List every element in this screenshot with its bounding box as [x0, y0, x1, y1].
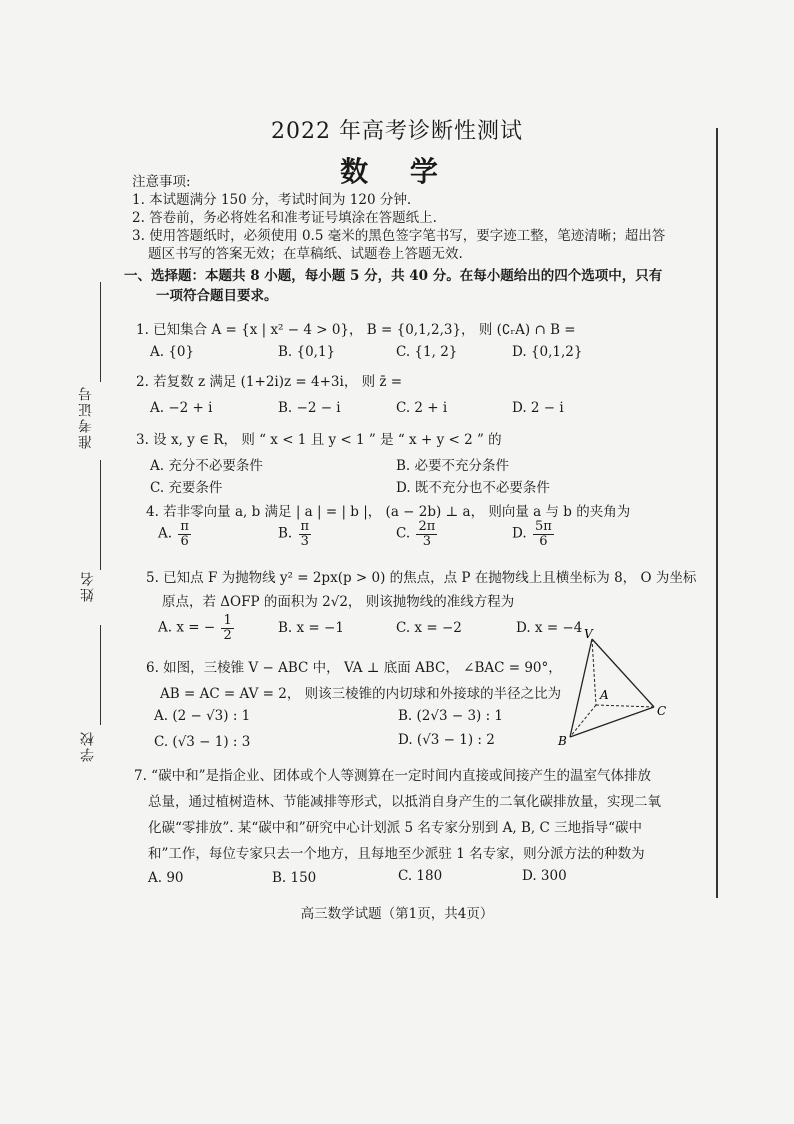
- fraction: [299, 520, 312, 548]
- q4-option-d: [512, 520, 556, 548]
- denominator: 6: [180, 533, 189, 549]
- q5-option-c: C. x = −2: [396, 620, 462, 636]
- question-3-stem: 3. 设 x, y ∈ R， 则 “ x < 1 且 y < 1 ” 是 “ x + y < 2 ” 的: [136, 432, 502, 448]
- q2-option-b: B. −2 − i: [278, 400, 341, 416]
- fraction: [221, 614, 233, 642]
- section-heading: 一、选择题：本题共 8 小题，每小题 5 分，共 40 分。在每小题给出的四个选项中，只有: [124, 268, 663, 284]
- q2-option-c: C. 2 + i: [396, 400, 448, 416]
- q1-option-c: C. {1, 2}: [396, 344, 458, 360]
- q2-option-d: D. 2 − i: [512, 400, 564, 416]
- q4-option-b: [278, 520, 313, 548]
- question-5-stem: 5. 已知点 F 为抛物线 y² = 2px(p > 0) 的焦点，点 P 在抛物线上且横坐标为 8， O 为坐标: [146, 570, 697, 586]
- edge-ac: [596, 705, 654, 707]
- fraction: [416, 520, 437, 548]
- q5-option-a: [158, 614, 236, 642]
- q6-option-c: C. (√3 − 1) : 3: [154, 734, 251, 750]
- numerator: 5π: [534, 519, 552, 534]
- fraction: [178, 520, 191, 548]
- q1-option-a: A. {0}: [150, 344, 195, 360]
- q1-option-d: D. {0,1,2}: [512, 344, 583, 360]
- q5-option-b: B. x = −1: [278, 620, 344, 636]
- subject-title: 数 学: [340, 155, 454, 188]
- question-6-stem-cont: AB = AC = AV = 2， 则该三棱锥的内切球和外接球的半径之比为: [160, 686, 562, 702]
- denominator: 2: [223, 627, 232, 643]
- question-5-stem-cont: 原点，若 ΔOFP 的面积为 2√2， 则该抛物线的准线方程为: [162, 594, 515, 610]
- section-heading-cont: 一项符合题目要求。: [156, 288, 278, 304]
- denominator: 3: [422, 533, 431, 549]
- denominator: 3: [300, 533, 309, 549]
- note-item: 题区书写的答案无效；在草稿纸、试题卷上答题无效.: [148, 246, 463, 262]
- q3-option-c: C. 充要条件: [150, 480, 223, 496]
- q6-option-b: B. (2√3 − 3) : 1: [398, 708, 504, 724]
- question-4-stem: 4. 若非零向量 a, b 满足 | a | = | b |， (a − 2b) ⊥ a， 则向量 a 与 b 的夹角为: [146, 504, 631, 520]
- q7-option-a: A. 90: [148, 870, 184, 886]
- option-label: A. x = −: [158, 619, 216, 636]
- denominator: 6: [539, 533, 548, 549]
- numerator: 2π: [418, 519, 436, 534]
- notes-heading: 注意事项:: [132, 174, 191, 190]
- edge-vb: [570, 639, 592, 737]
- q7-option-d: D. 300: [522, 868, 567, 884]
- note-item: 3. 使用答题纸时，必须使用 0.5 毫米的黑色签字笔书写，要字迹工整，笔迹清晰；超出答: [132, 228, 666, 244]
- vertex-label-c: C: [657, 704, 667, 718]
- note-item: 2. 答卷前，务必将姓名和准考证号填涂在答题纸上.: [132, 210, 437, 226]
- page-footer: 高三数学试题（第1页，共4页）: [300, 906, 494, 922]
- question-6-stem: 6. 如图，三棱锥 V − ABC 中， VA ⊥ 底面 ABC， ∠BAC = 90°，: [146, 660, 562, 676]
- fraction: [533, 520, 554, 548]
- q3-option-a: A. 充分不必要条件: [150, 458, 263, 474]
- numerator: π: [300, 519, 310, 534]
- option-label: C.: [396, 525, 411, 542]
- option-label: B.: [278, 525, 293, 542]
- q7-option-b: B. 150: [272, 870, 317, 886]
- vertex-label-v: V: [584, 627, 593, 641]
- q5-option-d: D. x = −4: [516, 620, 583, 636]
- q6-option-a: A. (2 − √3) : 1: [154, 708, 251, 724]
- page-border-line: [716, 128, 718, 898]
- exam-title: 2022 年高考诊断性测试: [271, 119, 523, 144]
- q4-option-c: [396, 520, 439, 548]
- question-7-stem-cont: 总量，通过植树造林、节能减排等形式，以抵消自身产生的二氧化碳排放量，实现二氧: [148, 794, 661, 810]
- numerator: π: [180, 519, 189, 534]
- option-label: D.: [512, 525, 527, 542]
- numerator: 1: [223, 613, 232, 628]
- q3-option-b: B. 必要不充分条件: [396, 458, 510, 474]
- q4-option-a: [158, 520, 193, 548]
- vertex-label-b: B: [558, 734, 567, 748]
- q7-option-c: C. 180: [398, 868, 443, 884]
- note-item: 1. 本试题满分 150 分，考试时间为 120 分钟.: [132, 192, 412, 208]
- name-label: 姓名: [80, 570, 96, 602]
- question-7-stem-cont: 和”工作，每位专家只去一个地方，且每地至少派驻 1 名专家，则分派方法的种数为: [148, 846, 645, 862]
- school-label: 学校: [80, 730, 96, 762]
- question-7-stem: 7. “碳中和”是指企业、团体或个人等测算在一定时间内直接或间接产生的温室气体排放: [134, 768, 651, 784]
- q2-option-a: A. −2 + i: [150, 400, 213, 416]
- q1-option-b: B. {0,1}: [278, 344, 336, 360]
- binding-line: [100, 282, 101, 382]
- tetrahedron-figure: [550, 625, 675, 750]
- question-1-stem: 1. 已知集合 A = {x | x² − 4 > 0}， B = {0,1,2,3}， 则 (∁ᵣA) ∩ B =: [136, 322, 576, 338]
- q3-option-d: D. 既不充分也不必要条件: [396, 480, 550, 496]
- question-7-stem-cont: 化碳“零排放”. 某“碳中和”研究中心计划派 5 名专家分别到 A, B, C 三地指导“碳中: [148, 820, 643, 836]
- exam-id-label: 准考证号: [78, 385, 94, 449]
- question-2-stem: 2. 若复数 z 满足 (1+2i)z = 4+3i， 则 z̄ =: [136, 374, 403, 390]
- vertex-label-a: A: [600, 688, 609, 702]
- q6-option-d: D. (√3 − 1) : 2: [398, 732, 495, 748]
- binding-line: [100, 625, 101, 725]
- edge-va: [592, 639, 596, 705]
- option-label: A.: [158, 525, 173, 542]
- binding-line: [100, 460, 101, 570]
